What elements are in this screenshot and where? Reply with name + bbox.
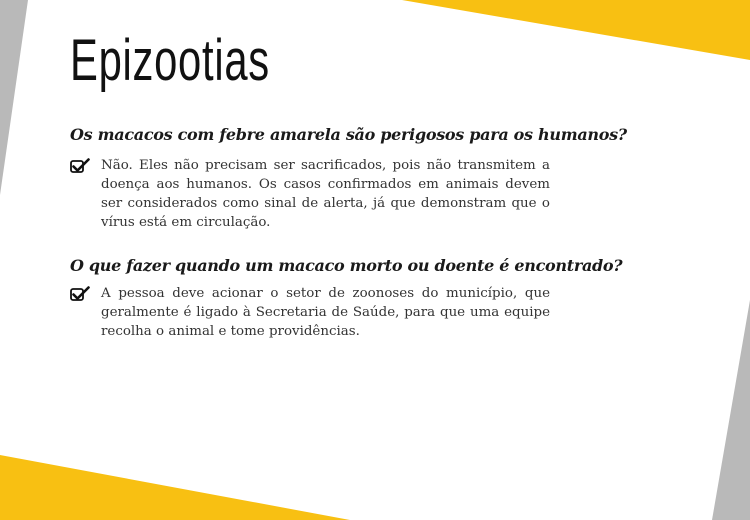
faq-answer-1-block (70, 156, 550, 232)
faq-answer-2-block (70, 284, 550, 341)
faq-question-1: Os macacos com febre amarela são perigosos para os humanos? (70, 125, 627, 144)
faq-question-2: O que fazer quando um macaco morto ou doente é encontrado? (70, 256, 623, 275)
checkmark-icon (70, 286, 90, 302)
page-title: Epizootias (70, 28, 270, 93)
checkmark-icon (70, 158, 90, 174)
faq-answer-1: Não. Eles não precisam ser sacrificados, pois não transmitem a doença aos humanos. Os casos confirmados em animais devem ser considerados como sinal de alerta, já que demonstram que o vírus está em circulação. (101, 158, 550, 230)
faq-answer-2: A pessoa deve acionar o setor de zoonoses do município, que geralmente é ligado à Secretaria de Saúde, para que uma equipe recolha o animal e tome providências. (101, 286, 550, 339)
